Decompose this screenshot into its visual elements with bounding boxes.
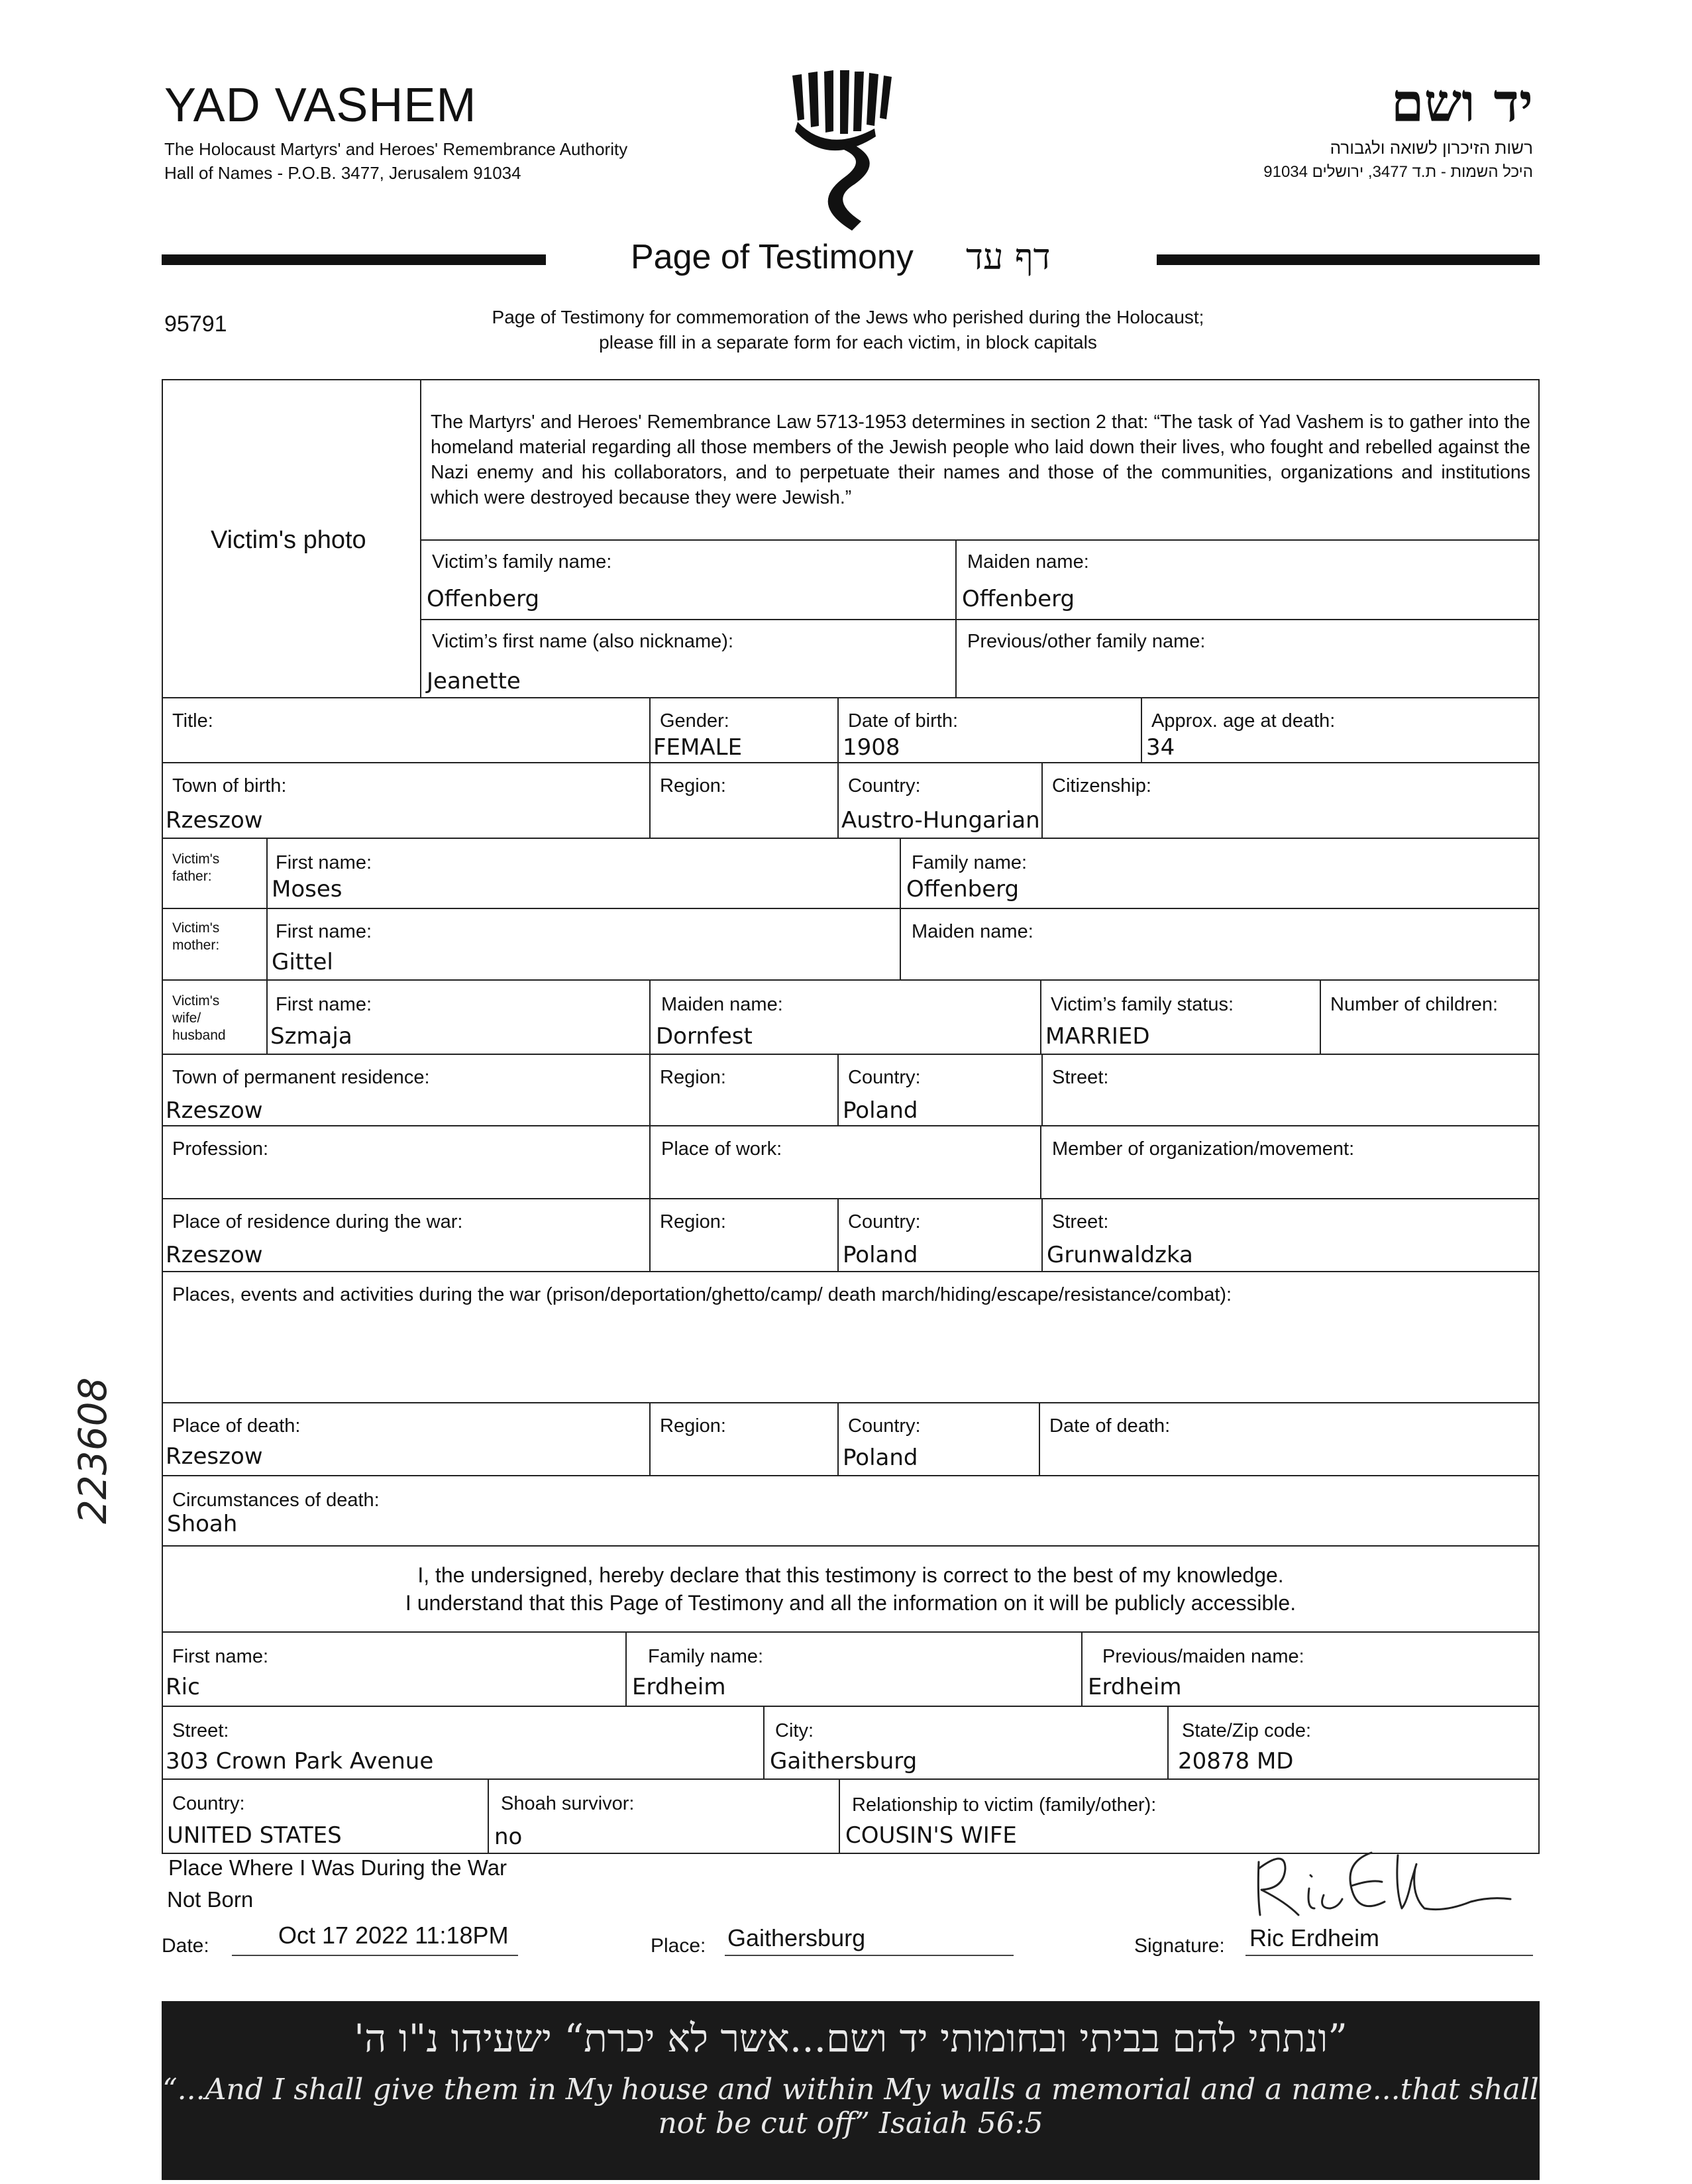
- victim-gender-field[interactable]: [649, 697, 839, 763]
- father-first-name-field[interactable]: [266, 838, 901, 909]
- declaration-line-1: I, the undersigned, hereby declare that this testimony is correct to the best of my knowledge.: [417, 1563, 1284, 1587]
- war-place-value: Not Born: [167, 1887, 254, 1912]
- mother-first-name-value: Gittel: [272, 949, 333, 975]
- relationship-label: Relationship to victim (family/other):: [852, 1794, 1157, 1816]
- footer-banner: [162, 2001, 1540, 2180]
- shoah-survivor-label: Shoah survivor:: [501, 1793, 635, 1814]
- father-first-name-label: First name:: [276, 852, 372, 873]
- residence-region-label: Region:: [660, 1067, 726, 1088]
- date-value: Oct 17 2022 11:18PM: [278, 1922, 509, 1949]
- submitter-city-label: City:: [775, 1720, 814, 1741]
- children-count-label: Number of children:: [1330, 994, 1499, 1015]
- org-address: Hall of Names - P.O.B. 3477, Jerusalem 91034: [164, 163, 521, 183]
- war-country-label: Country:: [848, 1211, 921, 1232]
- residence-street-field[interactable]: [1041, 1054, 1540, 1126]
- banner-hebrew-quote: ”ונתתי להם בביתי ובחומותי יד ושם...אשר לא יכרת“ ישעיהו נ"ו ה': [354, 2016, 1348, 2061]
- death-region-field[interactable]: [649, 1402, 839, 1476]
- death-region-label: Region:: [660, 1415, 726, 1437]
- residence-country-label: Country:: [848, 1067, 921, 1088]
- org-name-hebrew: יד ושם: [1391, 72, 1533, 134]
- submitter-previous-name-field[interactable]: [1081, 1631, 1540, 1707]
- submitter-state-value: 20878 MD: [1178, 1748, 1294, 1774]
- father-family-name-label: Family name:: [912, 852, 1028, 873]
- org-name: YAD VASHEM: [164, 79, 477, 132]
- children-count-field[interactable]: [1320, 979, 1540, 1055]
- birth-region-field[interactable]: [649, 762, 839, 839]
- submitter-country-value: UNITED STATES: [167, 1822, 342, 1849]
- death-country-label: Country:: [848, 1415, 921, 1437]
- spouse-maiden-name-value: Dornfest: [656, 1023, 753, 1050]
- victim-title-field[interactable]: [162, 697, 651, 763]
- submitter-country-field[interactable]: [162, 1778, 489, 1854]
- place-underline: [725, 1955, 1014, 1956]
- spouse-first-name-label: First name:: [276, 994, 372, 1015]
- submitter-first-name-label: First name:: [172, 1646, 269, 1667]
- submitter-city-value: Gaithersburg: [770, 1748, 918, 1774]
- victim-gender-value: FEMALE: [653, 734, 743, 761]
- submitter-previous-name-value: Erdheim: [1088, 1674, 1182, 1700]
- spouse-first-name-value: Szmaja: [270, 1023, 352, 1050]
- banner-english-quote: “...And I shall give them in My house and within My walls a memorial and a name...that shall not be cut off” Isaiah 56:5: [162, 2073, 1539, 2140]
- father-family-name-field[interactable]: [900, 838, 1540, 909]
- handwritten-record-number: 223608: [70, 1377, 115, 1524]
- mother-first-name-field[interactable]: [266, 908, 901, 981]
- place-of-work-field[interactable]: [649, 1125, 1041, 1199]
- residence-country-field[interactable]: [837, 1054, 1043, 1126]
- profession-field[interactable]: [162, 1125, 651, 1199]
- war-residence-label: Place of residence during the war:: [172, 1211, 463, 1232]
- victim-maiden-name-field[interactable]: [955, 539, 1540, 620]
- signature-label: Signature:: [1134, 1935, 1225, 1957]
- victim-title-label: Title:: [172, 710, 213, 732]
- spouse-maiden-name-label: Maiden name:: [661, 994, 783, 1015]
- relationship-value: COUSIN'S WIFE: [845, 1822, 1017, 1849]
- birth-region-label: Region:: [660, 775, 726, 796]
- victim-first-name-field[interactable]: [420, 619, 957, 698]
- victim-first-name-label: Victim’s first name (also nickname):: [432, 631, 734, 652]
- signature-underline: [1245, 1955, 1533, 1956]
- father-side-label: Victim's father:: [172, 851, 220, 884]
- profession-label: Profession:: [172, 1138, 269, 1160]
- spouse-maiden-name-field[interactable]: [649, 979, 1041, 1055]
- victim-maiden-name-value: Offenberg: [962, 586, 1075, 612]
- declaration-text: [162, 1561, 1540, 1617]
- form-number: 95791: [164, 311, 227, 337]
- spouse-side-box: [162, 979, 268, 1055]
- spouse-first-name-field[interactable]: [266, 979, 651, 1055]
- victim-age-label: Approx. age at death:: [1151, 710, 1336, 732]
- war-place-label: Place Where I Was During the War: [168, 1855, 507, 1880]
- date-label: Date:: [162, 1935, 209, 1957]
- shoah-survivor-value: no: [494, 1824, 523, 1850]
- organization-label: Member of organization/movement:: [1052, 1138, 1355, 1160]
- war-street-field[interactable]: [1041, 1198, 1540, 1272]
- date-underline: [232, 1955, 518, 1956]
- family-status-value: MARRIED: [1045, 1023, 1150, 1050]
- victim-previous-name-label: Previous/other family name:: [967, 631, 1206, 652]
- father-side-box: [162, 838, 268, 909]
- victim-dob-value: 1908: [843, 734, 900, 761]
- law-text: The Martyrs' and Heroes' Remembrance Law 5713-1953 determines in section 2 that: “The task of Yad Vashem is to gather into the homeland material regarding all those members of the Jewish people who laid down their lives, who fought and rebelled against the Nazi enemy and his collaborators, and to perpetuate their names and those of the communities, organizations and institutions which were destroyed because they were Jewish.”: [431, 411, 1530, 508]
- intro-text: [397, 305, 1298, 355]
- handwritten-signature-icon: [1245, 1842, 1524, 1922]
- victim-family-name-field[interactable]: [420, 539, 957, 620]
- place-of-death-label: Place of death:: [172, 1415, 301, 1437]
- header-rule-right: [1157, 254, 1540, 265]
- father-first-name-value: Moses: [272, 876, 343, 902]
- victim-first-name-value: Jeanette: [427, 668, 521, 694]
- war-region-label: Region:: [660, 1211, 726, 1232]
- permanent-residence-value: Rzeszow: [166, 1097, 263, 1124]
- father-family-name-value: Offenberg: [906, 876, 1020, 902]
- victim-dob-field[interactable]: [837, 697, 1142, 763]
- town-of-birth-label: Town of birth:: [172, 775, 287, 796]
- permanent-residence-field[interactable]: [162, 1054, 651, 1126]
- submitter-street-value: 303 Crown Park Avenue: [166, 1748, 434, 1774]
- birth-country-value: Austro-Hungarian: [841, 807, 1040, 834]
- victim-age-field[interactable]: [1141, 697, 1540, 763]
- residence-region-field[interactable]: [649, 1054, 839, 1126]
- victim-age-value: 34: [1146, 734, 1175, 761]
- victim-family-name-label: Victim’s family name:: [432, 551, 612, 573]
- victim-dob-label: Date of birth:: [848, 710, 959, 732]
- mother-maiden-name-field[interactable]: [900, 908, 1540, 981]
- town-of-birth-value: Rzeszow: [166, 807, 263, 834]
- page-title-hebrew: דף עד: [966, 236, 1051, 278]
- intro-line-2: please fill in a separate form for each victim, in block capitals: [599, 332, 1097, 353]
- war-events-field[interactable]: [162, 1271, 1540, 1403]
- victim-previous-name-field[interactable]: [955, 619, 1540, 698]
- date-of-death-field[interactable]: [1039, 1402, 1540, 1476]
- citizenship-label: Citizenship:: [1052, 775, 1151, 796]
- town-of-birth-field[interactable]: [162, 762, 651, 839]
- victim-family-name-value: Offenberg: [427, 586, 540, 612]
- org-subtitle-hebrew: רשות הזיכרון לשואה ולגבורה: [1330, 138, 1533, 158]
- submitter-previous-name-label: Previous/maiden name:: [1102, 1646, 1304, 1667]
- submitter-family-name-field[interactable]: [625, 1631, 1083, 1707]
- place-of-death-field[interactable]: [162, 1402, 651, 1476]
- place-label: Place:: [651, 1935, 706, 1957]
- submitter-city-field[interactable]: [763, 1706, 1169, 1780]
- mother-maiden-name-label: Maiden name:: [912, 921, 1033, 942]
- residence-street-label: Street:: [1052, 1067, 1109, 1088]
- circumstances-value: Shoah: [167, 1511, 238, 1537]
- circumstances-field[interactable]: [162, 1475, 1540, 1547]
- death-country-value: Poland: [843, 1445, 918, 1471]
- war-street-label: Street:: [1052, 1211, 1109, 1232]
- organization-field[interactable]: [1040, 1125, 1540, 1199]
- mother-side-label: Victim's mother:: [172, 920, 220, 953]
- war-country-value: Poland: [843, 1242, 918, 1268]
- victim-gender-label: Gender:: [660, 710, 729, 732]
- war-region-field[interactable]: [649, 1198, 839, 1272]
- victim-photo-box[interactable]: [162, 379, 421, 698]
- signature-name-value: Ric Erdheim: [1249, 1924, 1380, 1951]
- date-of-death-label: Date of death:: [1049, 1415, 1171, 1437]
- family-status-label: Victim’s family status:: [1051, 994, 1234, 1015]
- war-country-field[interactable]: [837, 1198, 1043, 1272]
- circumstances-label: Circumstances of death:: [172, 1490, 380, 1511]
- victim-photo-label: Victim's photo: [211, 526, 366, 554]
- war-residence-value: Rzeszow: [166, 1242, 263, 1268]
- intro-line-1: Page of Testimony for commemoration of the Jews who perished during the Holocaust;: [492, 307, 1204, 327]
- header-rule-left: [162, 254, 546, 265]
- submitter-country-label: Country:: [172, 1793, 245, 1814]
- citizenship-field[interactable]: [1041, 762, 1540, 839]
- birth-country-label: Country:: [848, 775, 921, 796]
- submitter-street-label: Street:: [172, 1720, 229, 1741]
- place-of-death-value: Rzeszow: [166, 1443, 263, 1470]
- family-status-field[interactable]: [1040, 979, 1321, 1055]
- declaration-line-2: I understand that this Page of Testimony and all the information on it will be publicly accessible.: [405, 1591, 1296, 1615]
- war-street-value: Grunwaldzka: [1047, 1242, 1193, 1268]
- submitter-family-name-label: Family name:: [648, 1646, 764, 1667]
- place-value: Gaithersburg: [727, 1924, 866, 1951]
- mother-first-name-label: First name:: [276, 921, 372, 942]
- submitter-family-name-value: Erdheim: [632, 1674, 726, 1700]
- permanent-residence-label: Town of permanent residence:: [172, 1067, 430, 1088]
- war-events-label: Places, events and activities during the war (prison/deportation/ghetto/camp/ death march/hiding/escape/resistance/combat):: [172, 1284, 1232, 1305]
- mother-side-box: [162, 908, 268, 981]
- spouse-side-label: Victim's wife/ husband: [172, 993, 226, 1043]
- shoah-survivor-field[interactable]: [488, 1778, 840, 1854]
- submitter-state-label: State/Zip code:: [1182, 1720, 1312, 1741]
- war-residence-field[interactable]: [162, 1198, 651, 1272]
- residence-country-value: Poland: [843, 1097, 918, 1124]
- page-title: Page of Testimony: [631, 238, 914, 276]
- yad-vashem-logo-icon: [788, 68, 894, 233]
- submitter-first-name-value: Ric: [166, 1674, 200, 1700]
- submitter-first-name-field[interactable]: [162, 1631, 627, 1707]
- submitter-state-field[interactable]: [1167, 1706, 1540, 1780]
- place-of-work-label: Place of work:: [661, 1138, 782, 1160]
- birth-country-field[interactable]: [837, 762, 1043, 839]
- submitter-street-field[interactable]: [162, 1706, 765, 1780]
- org-subtitle: The Holocaust Martyrs' and Heroes' Remembrance Authority: [164, 139, 628, 159]
- death-country-field[interactable]: [837, 1402, 1040, 1476]
- victim-maiden-name-label: Maiden name:: [967, 551, 1089, 573]
- org-address-hebrew: היכל השמות - ת.ד 3477, ירושלים 91034: [1263, 163, 1533, 181]
